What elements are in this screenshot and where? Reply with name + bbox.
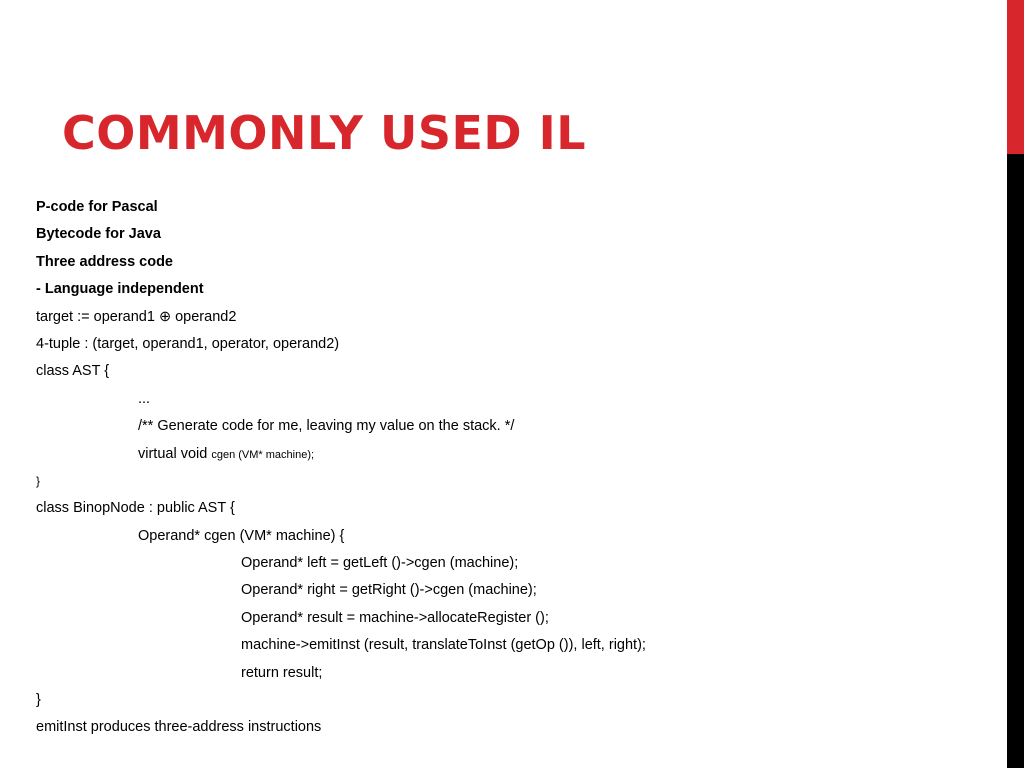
slide-title: COMMONLY USED IL bbox=[62, 106, 587, 160]
code-line-left-operand: Operand* left = getLeft ()->cgen (machine); bbox=[241, 555, 519, 572]
bullet-three-address-code: Three address code bbox=[36, 253, 173, 270]
code-line-comment: /** Generate code for me, leaving my value on the stack. */ bbox=[138, 418, 515, 435]
code-line-emit-inst: machine->emitInst (result, translateToInst (getOp ()), left, right); bbox=[241, 637, 646, 654]
bullet-pcode-pascal: P-code for Pascal bbox=[36, 199, 158, 215]
slide-body bbox=[36, 196, 646, 744]
code-line-cgen-method: Operand* cgen (VM* machine) { bbox=[138, 527, 345, 544]
text-four-tuple: 4-tuple : (target, operand1, operator, operand2) bbox=[36, 335, 340, 352]
bullet-language-independent: - Language independent bbox=[36, 281, 204, 298]
bullet-bytecode-java: Bytecode for Java bbox=[36, 226, 161, 243]
text-emitinst-summary: emitInst produces three-address instructions bbox=[36, 719, 322, 736]
code-line-class-ast: class AST { bbox=[36, 363, 110, 380]
code-line-class-binopnode: class BinopNode : public AST { bbox=[36, 500, 235, 517]
code-line-close-ast: } bbox=[36, 473, 41, 488]
code-line-return: return result; bbox=[241, 664, 323, 681]
code-line-close-binopnode: } bbox=[36, 692, 41, 709]
code-cgen-signature: cgen (VM* machine); bbox=[211, 448, 315, 461]
accent-bar-red bbox=[1007, 0, 1024, 154]
code-line-ellipsis: ... bbox=[138, 390, 151, 407]
code-virtual-void-keyword: virtual void bbox=[138, 445, 212, 462]
accent-bar-black bbox=[1007, 154, 1024, 768]
code-line-right-operand: Operand* right = getRight ()->cgen (machine); bbox=[241, 582, 537, 599]
text-target-expression: target := operand1 ⊕ operand2 bbox=[36, 308, 237, 325]
code-line-result-operand: Operand* result = machine->allocateRegister (); bbox=[241, 609, 549, 626]
code-line-virtual-void bbox=[36, 443, 646, 470]
